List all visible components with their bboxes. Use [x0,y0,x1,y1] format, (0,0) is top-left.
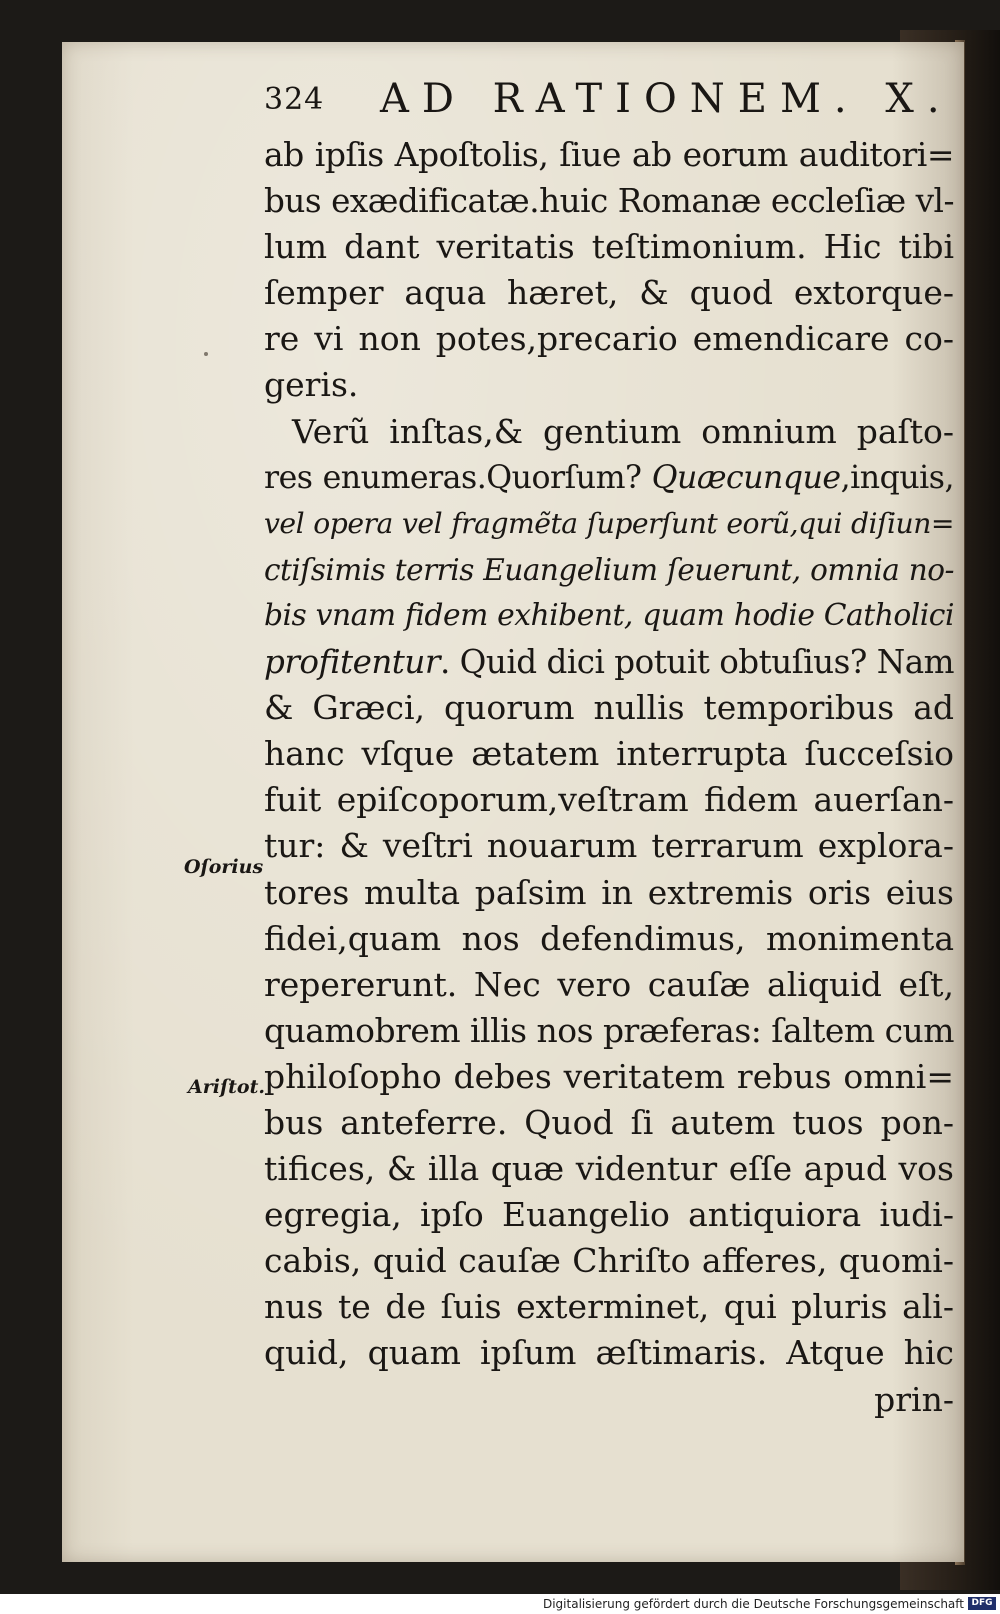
text-segment: tores multa paſsim in extremis oris eius [264,872,954,912]
text-line [264,777,954,823]
text-line [264,362,954,408]
marginal-note-osorius: Oſorius [184,856,264,878]
text-line [264,132,954,178]
text-line [264,870,954,916]
text-line [264,916,954,962]
text-segment: . Quid dici potuit obtuſius? Nam [439,643,954,682]
text-line [264,962,954,1008]
footer [0,1594,1000,1614]
footer-credit: Digitalisierung gefördert durch die Deutsche Forschungsgemeinschaft [542,1597,964,1611]
text-line [264,178,954,224]
text-segment: fidei,quam nos defendimus, monimenta [264,918,954,958]
text-segment: egregia, ipſo Euangelio antiquiora iudi- [264,1195,954,1235]
text-segment: quid, quam ipſum æſtimaris. Atque hic [264,1333,954,1373]
running-head: AD RATIONEM. X. [380,76,953,122]
text-segment: lum dant veritatis teſtimonium. Hic tibi [264,227,954,267]
text-line [264,639,954,685]
text-segment: re vi non potes,precario emendicare co- [264,319,954,359]
text-segment: cabis, quid cauſæ Chriſto afferes, quomi- [264,1241,954,1281]
marginal-note-aristot: Ariſtot. [188,1076,265,1098]
text-segment: repererunt. Nec vero cauſæ aliquid eſt, [264,964,954,1004]
italic-segment: bis vnam fidem exhibent, quam hodie Catholici [264,597,954,633]
text-segment: Verũ inſtas,& gentium omnium paſto- [292,411,954,451]
text-line [264,547,954,593]
dfg-logo: DFG [968,1597,996,1610]
text-line [264,224,954,270]
text-line [264,1192,954,1238]
text-segment: bus exædificatæ.huic Romanæ eccleſiæ vl- [264,182,954,221]
text-segment: & Græci, quorum nullis temporibus ad [264,688,954,728]
italic-segment: profitentur [264,643,440,682]
text-segment: res enumeras.Quorſum? [264,459,652,496]
italic-segment: ctiſsimis terris Euangelium ſeuerunt, omnia no- [264,552,954,587]
text-line [264,1284,954,1330]
text-line [264,316,954,362]
text-segment: philoſopho debes veritatem rebus omni= [264,1056,954,1096]
text-line [264,501,954,547]
italic-segment: Quæcunque [651,459,841,496]
text-line [264,593,954,639]
text-line [264,685,954,731]
text-line [264,1146,954,1192]
text-segment: tifices, & illa quæ videntur eſſe apud vos [264,1149,954,1189]
text-segment: fuit epiſcoporum,veſtram fidem auerſan- [264,780,954,820]
italic-segment: vel opera vel fragmẽta ſuperſunt eorũ,qui diſiun= [264,506,954,540]
text-segment: bus anteferre. Quod ſi autem tuos pon- [264,1102,954,1142]
text-line [264,270,954,316]
ink-spot [204,352,208,356]
text-segment: nus te de ſuis exterminet, qui pluris ali- [264,1287,954,1327]
text-line [264,1100,954,1146]
page-header [264,76,953,130]
text-segment: ſemper aqua hæret, & quod extorque- [264,273,954,313]
text-line [264,1054,954,1100]
text-segment: geris. [264,365,359,405]
text-segment: quamobrem illis nos præferas: ſaltem cum [264,1010,954,1050]
text-segment: prin- [874,1379,954,1419]
text-line [264,455,954,501]
text-line [264,1238,954,1284]
body-text [264,132,954,1423]
text-line [264,823,954,869]
text-line [264,1377,954,1423]
text-line [264,731,954,777]
text-line [264,409,954,455]
page-number: 324 [264,82,325,117]
text-line [264,1008,954,1054]
text-line [264,1330,954,1376]
text-segment: tur: & veſtri nouarum terrarum explora- [264,826,954,866]
text-segment: ab ipſis Apoſtolis, ſiue ab eorum auditori= [264,135,954,174]
text-segment: ,inquis, [840,459,954,496]
text-segment: hanc vſque ætatem interrupta ſucceſsio [264,734,954,774]
